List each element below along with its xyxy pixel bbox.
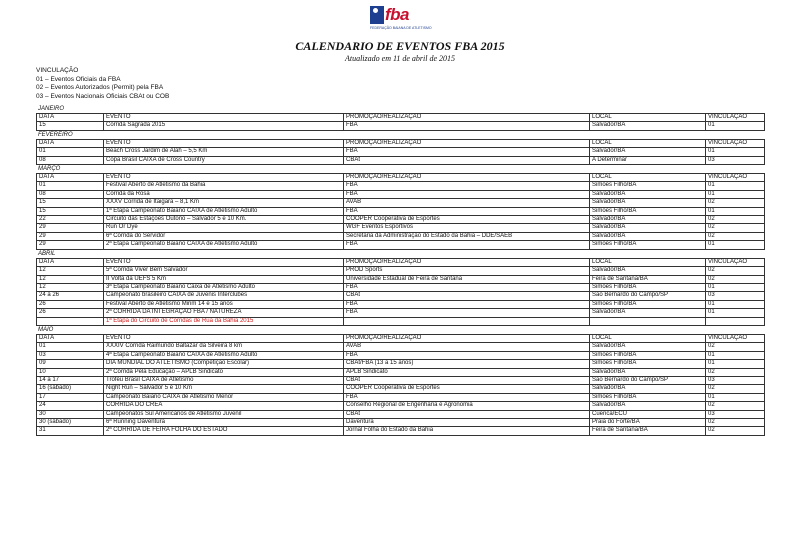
column-header: DATA <box>37 334 104 342</box>
table-cell: 17 <box>37 393 104 401</box>
table-cell: 01 <box>706 360 765 368</box>
column-header: VINCULAÇÃO <box>706 258 765 266</box>
table-cell: Salvador/BA <box>590 267 706 275</box>
column-header: VINCULAÇÃO <box>706 139 765 147</box>
table-cell: 01 <box>706 300 765 308</box>
table-cell: Troféu Brasil CAIXA de Atletismo <box>104 376 344 384</box>
logo-brand: fba <box>385 5 409 24</box>
table-cell: FBA <box>344 190 590 198</box>
page-title: CALENDARIO DE EVENTOS FBA 2015 <box>295 39 505 53</box>
column-header: EVENTO <box>104 258 344 266</box>
column-header: LOCAL <box>590 139 706 147</box>
table-cell: 08 <box>37 190 104 198</box>
table-row <box>37 427 765 435</box>
table-cell: Jornal Folha do Estado da Bahia <box>344 427 590 435</box>
table-cell: Salvador/BA <box>590 309 706 317</box>
legend-item: 03 – Eventos Nacionais Oficiais CBAt ou COB <box>36 92 170 100</box>
table-cell: 15 <box>37 207 104 215</box>
table-cell: CBAt <box>344 292 590 300</box>
table-cell: Corrida Sagrada 2015 <box>104 122 344 130</box>
event-note: 1ª Etapa do Circuito de Corridas de Rua da Bahia 2015 <box>104 317 344 325</box>
table-row <box>37 207 765 215</box>
table-cell: Daventura <box>344 419 590 427</box>
empty-cell <box>590 317 706 325</box>
table-cell: 24 a 26 <box>37 292 104 300</box>
table-cell: CBAt <box>344 156 590 164</box>
table-cell: Cuenca/ECU <box>590 410 706 418</box>
table-cell: Salvador/BA <box>590 216 706 224</box>
table-cell: XXXIV Corrida Raimundo Baltazar da Silveira 8 km <box>104 343 344 351</box>
legend-item: 02 – Eventos Autorizados (Permit) pela FBA <box>36 84 164 91</box>
table-cell: Feira de Santana/BA <box>590 427 706 435</box>
table-cell: Conselho Regional de Engenharia e Agronomia <box>344 402 590 410</box>
table-row <box>37 351 765 359</box>
table-cell: FBA <box>344 300 590 308</box>
empty-cell <box>344 317 590 325</box>
table-cell: 01 <box>706 283 765 291</box>
table-cell: 02 <box>706 199 765 207</box>
table-cell: 6ª Corrida do Servidor <box>104 232 344 240</box>
update-date: Atualizado em 11 de abril de 2015 <box>344 54 456 63</box>
table-cell: 2ª Corrida Pela Educação – APLB Sindicato <box>104 368 344 376</box>
table-cell: São Bernardo do Campo/SP <box>590 376 706 384</box>
table-row <box>37 368 765 376</box>
table-row <box>37 199 765 207</box>
table-cell: 01 <box>37 148 104 156</box>
table-cell: 01 <box>706 148 765 156</box>
table-cell: CBAt <box>344 376 590 384</box>
table-cell: 03 <box>706 410 765 418</box>
table-cell: Simões Filho/BA <box>590 360 706 368</box>
table-cell: 1ª Etapa Campeonato Baiano CAIXA de Atletismo Adulto <box>104 207 344 215</box>
table-cell: A Determinar <box>590 156 706 164</box>
table-cell: 02 <box>706 419 765 427</box>
table-cell: CBAt <box>344 410 590 418</box>
table-cell: Salvador/BA <box>590 402 706 410</box>
table-cell: 03 <box>37 351 104 359</box>
table-cell: Simões Filho/BA <box>590 393 706 401</box>
header-row <box>37 334 765 342</box>
note-row <box>37 317 765 325</box>
column-header: DATA <box>37 114 104 122</box>
table-cell: 01 <box>706 241 765 249</box>
table-cell: 26 <box>37 309 104 317</box>
column-header: VINCULAÇÃO <box>706 114 765 122</box>
table-cell: 01 <box>706 309 765 317</box>
table-cell: 4ª Etapa Campeonato Baiano CAIXA de Atletismo Adulto <box>104 351 344 359</box>
table-cell: PROD Sports <box>344 267 590 275</box>
table-row <box>37 182 765 190</box>
table-cell: FBA <box>344 122 590 130</box>
table-cell: 22 <box>37 216 104 224</box>
column-header: EVENTO <box>104 334 344 342</box>
table-cell: 01 <box>706 190 765 198</box>
table-row <box>37 385 765 393</box>
table-row <box>37 216 765 224</box>
table-cell: 02 <box>706 224 765 232</box>
table-cell: Simões Filho/BA <box>590 241 706 249</box>
table-cell: 2ª CORRIDA DE FEIRA FOLHA DO ESTADO <box>104 427 344 435</box>
column-header: PROMOÇÃO/REALIZAÇÃO <box>344 174 590 182</box>
table-cell: FBA <box>344 283 590 291</box>
column-header: DATA <box>37 174 104 182</box>
month-table <box>36 173 765 250</box>
table-cell: FBA <box>344 148 590 156</box>
table-cell: Salvador/BA <box>590 343 706 351</box>
column-header: VINCULAÇÃO <box>706 334 765 342</box>
column-header: LOCAL <box>590 334 706 342</box>
table-cell: 30 (sábado) <box>37 419 104 427</box>
column-header: DATA <box>37 139 104 147</box>
table-row <box>37 232 765 240</box>
table-cell: 01 <box>706 182 765 190</box>
header-row <box>37 139 765 147</box>
month-label: JANEIRO <box>38 106 65 112</box>
table-cell: FBA <box>344 393 590 401</box>
logo-subtitle: FEDERAÇÃO BAIANA DE ATLETISMO <box>370 26 432 30</box>
table-cell: AVAB <box>344 199 590 207</box>
table-cell: 03 <box>706 156 765 164</box>
table-cell: Campeonatos Sul Americanos de Atletismo Juvenil <box>104 410 344 418</box>
table-cell: 03 <box>706 292 765 300</box>
table-row <box>37 122 765 130</box>
table-row <box>37 292 765 300</box>
table-cell: CORRIDA DO CREA <box>104 402 344 410</box>
table-cell: Universidade Estadual de Feira de Santana <box>344 275 590 283</box>
table-cell: 14 a 17 <box>37 376 104 384</box>
column-header: PROMOÇÃO/REALIZAÇÃO <box>344 139 590 147</box>
table-row <box>37 360 765 368</box>
table-cell: XXXV Corrida de Itaigara – 8,1 Km <box>104 199 344 207</box>
table-row <box>37 300 765 308</box>
table-row <box>37 224 765 232</box>
month-label: MARÇO <box>38 166 61 173</box>
table-cell: CBAt/FBA (13 a 15 anos) <box>344 360 590 368</box>
table-cell: Simões Filho/BA <box>590 300 706 308</box>
column-header: PROMOÇÃO/REALIZAÇÃO <box>344 114 590 122</box>
column-header: EVENTO <box>104 174 344 182</box>
table-cell: 08 <box>37 156 104 164</box>
table-cell: 03 <box>706 376 765 384</box>
table-cell: WGF Eventos Esportivos <box>344 224 590 232</box>
table-cell: 12 <box>37 267 104 275</box>
calendar-sections <box>36 105 764 436</box>
table-cell: 12 <box>37 275 104 283</box>
table-cell: AVAB <box>344 343 590 351</box>
table-cell: 30 <box>37 410 104 418</box>
column-header: DATA <box>37 258 104 266</box>
table-cell: 02 <box>706 275 765 283</box>
table-row <box>37 148 765 156</box>
table-cell: 01 <box>706 122 765 130</box>
month-table <box>36 334 765 436</box>
table-cell: 2ª CORRIDA DA INTEGRAÇÃO FBA / NATUREZA <box>104 309 344 317</box>
table-cell: 31 <box>37 427 104 435</box>
table-cell: Festival Aberto de Atletismo Mirim 14 e 15 anos <box>104 300 344 308</box>
empty-cell <box>706 317 765 325</box>
table-cell: 26 <box>37 300 104 308</box>
table-row <box>37 309 765 317</box>
table-row <box>37 267 765 275</box>
column-header: LOCAL <box>590 114 706 122</box>
table-cell: Festival Aberto de Atletismo da Bahia <box>104 182 344 190</box>
table-row <box>37 190 765 198</box>
table-cell: Run Or Dye <box>104 224 344 232</box>
table-cell: 02 <box>706 385 765 393</box>
table-cell: FBA <box>344 241 590 249</box>
table-cell: 6ª Running Daventura <box>104 419 344 427</box>
table-cell: 24 <box>37 402 104 410</box>
month-table <box>36 258 765 326</box>
legend-item: 01 – Eventos Oficiais da FBA <box>36 75 121 83</box>
table-row <box>37 343 765 351</box>
month-label: MAIO <box>38 326 54 333</box>
column-header: VINCULAÇÃO <box>706 174 765 182</box>
table-cell: Simões Filho/BA <box>590 351 706 359</box>
table-cell: Beach Cross Jardim de Alah – 5,5 Km <box>104 148 344 156</box>
table-cell: 02 <box>706 368 765 376</box>
table-cell: 29 <box>37 241 104 249</box>
table-cell: 01 <box>706 207 765 215</box>
table-cell: 02 <box>706 267 765 275</box>
table-cell: 01 <box>37 343 104 351</box>
table-cell: Simões Filho/BA <box>590 283 706 291</box>
table-row <box>37 393 765 401</box>
column-header: LOCAL <box>590 174 706 182</box>
table-cell: 02 <box>706 232 765 240</box>
column-header: PROMOÇÃO/REALIZAÇÃO <box>344 258 590 266</box>
table-cell: 15 <box>37 199 104 207</box>
table-cell: 10 <box>37 368 104 376</box>
table-row <box>37 402 765 410</box>
month-table <box>36 113 765 131</box>
table-cell: Simões Filho/BA <box>590 182 706 190</box>
table-cell: 02 <box>706 402 765 410</box>
table-cell: 09 <box>37 360 104 368</box>
table-cell: Copa Brasil CAIXA de Cross Country <box>104 156 344 164</box>
month-table <box>36 139 765 165</box>
legend <box>36 67 169 101</box>
table-cell: Corrida da Rosa <box>104 190 344 198</box>
month-label: FEVEREIRO <box>38 131 73 138</box>
table-cell: Salvador/BA <box>590 199 706 207</box>
table-cell: 29 <box>37 224 104 232</box>
column-header: EVENTO <box>104 114 344 122</box>
runner-icon <box>370 6 384 24</box>
header-row <box>37 174 765 182</box>
table-cell: 29 <box>37 232 104 240</box>
table-cell: Circuito das Estações Outono – Salvador 5 e 10 Km. <box>104 216 344 224</box>
table-cell: II Volta da UEFS 5 Km <box>104 275 344 283</box>
header-row <box>37 114 765 122</box>
column-header: EVENTO <box>104 139 344 147</box>
table-row <box>37 410 765 418</box>
table-cell: 15 <box>37 122 104 130</box>
table-cell: Campeonato brasileiro CAIXA de Juvenis Interclubes <box>104 292 344 300</box>
table-cell: FBA <box>344 207 590 215</box>
table-cell: Secretaria da Administração do Estado da Bahia – DDE/SAEB <box>344 232 590 240</box>
table-cell: Salvador/BA <box>590 385 706 393</box>
table-row <box>37 156 765 164</box>
table-cell: 02 <box>706 216 765 224</box>
table-cell: 01 <box>706 393 765 401</box>
table-row <box>37 283 765 291</box>
table-cell: 5ª Corrida Viver Bem Salvador <box>104 267 344 275</box>
table-cell: Simões Filho/BA <box>590 207 706 215</box>
legend-heading: VINCULAÇÃO <box>36 67 79 74</box>
table-cell: COOPER Cooperativa de Esportes <box>344 385 590 393</box>
header-row <box>37 258 765 266</box>
table-cell: DIA MUNDIAL DO ATLETISMO (Competição Escolar) <box>104 360 344 368</box>
table-cell: 01 <box>37 182 104 190</box>
table-cell: Praia do Forte/BA <box>590 419 706 427</box>
column-header: PROMOÇÃO/REALIZAÇÃO <box>344 334 590 342</box>
table-cell: FBA <box>344 309 590 317</box>
table-cell: 01 <box>706 351 765 359</box>
fba-logo <box>370 6 430 36</box>
table-cell: Campeonato Baiano CAIXA de Atletismo Menor <box>104 393 344 401</box>
table-cell: 2ª Etapa Campeonato Baiano CAIXA de Atletismo Adulto <box>104 241 344 249</box>
table-cell: 16 (sábado) <box>37 385 104 393</box>
table-cell: Salvador/BA <box>590 368 706 376</box>
empty-cell <box>37 317 104 325</box>
table-cell: COOPER Cooperativa de Esportes <box>344 216 590 224</box>
table-cell: 02 <box>706 427 765 435</box>
table-row <box>37 419 765 427</box>
table-row <box>37 275 765 283</box>
month-label: ABRIL <box>38 250 56 257</box>
table-cell: 3ª Etapa Campeonato Baiano Caixa de Atletismo Adulto <box>104 283 344 291</box>
table-cell: Salvador/BA <box>590 190 706 198</box>
table-cell: Night Run – Salvador 5 e 10 Km <box>104 385 344 393</box>
column-header: LOCAL <box>590 258 706 266</box>
table-cell: Salvador/BA <box>590 232 706 240</box>
table-cell: Feira de Santana/BA <box>590 275 706 283</box>
table-row <box>37 241 765 249</box>
table-row <box>37 376 765 384</box>
table-cell: Salvador/BA <box>590 148 706 156</box>
table-cell: 02 <box>706 343 765 351</box>
table-cell: FBA <box>344 351 590 359</box>
table-cell: 12 <box>37 283 104 291</box>
table-cell: FBA <box>344 182 590 190</box>
table-cell: Salvador/BA <box>590 122 706 130</box>
table-cell: São Bernardo do Campo/SP <box>590 292 706 300</box>
table-cell: APLB Sindicato <box>344 368 590 376</box>
table-cell: Salvador/BA <box>590 224 706 232</box>
